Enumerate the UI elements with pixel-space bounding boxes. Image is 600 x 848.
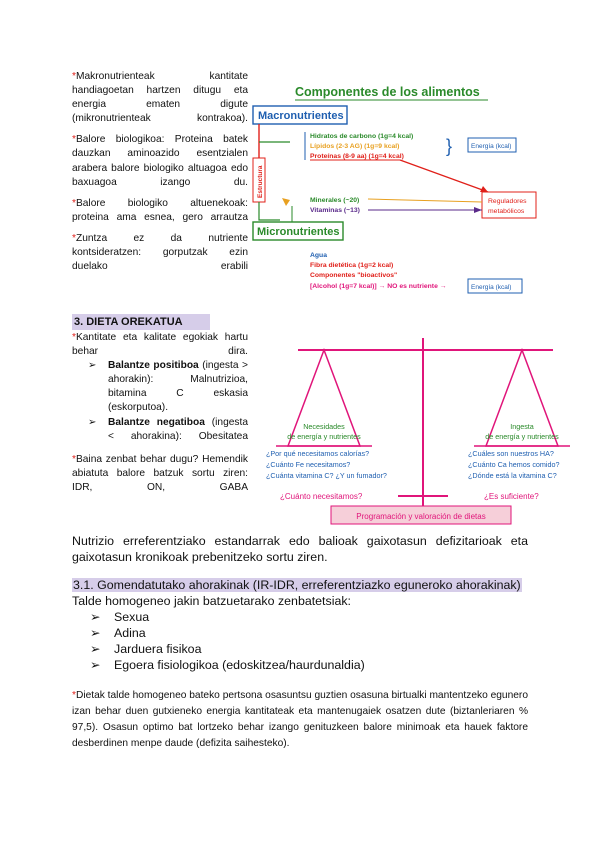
factors-list	[72, 609, 528, 673]
needs-bottom-question: ¿Cuánto necesitamos?	[280, 492, 363, 501]
minerals-text: Minerales (~20)	[310, 197, 360, 204]
regulators-line-1: Reguladores	[488, 198, 527, 205]
footnote: *Dietak talde homogeneo bateko pertsona osasuntsu guztien osasuna birtualki mantentzeko egunero izan behar duen gutxieneko energia kantitateak eta mantenugaiek osatzen dute (biztanleriaren % 97,5). Osasun optimo bat lortzeko behar izango genituzkeen balore minimoak eta hauek faktore desberdinen menpe daude (defizita saihesteko).	[72, 690, 528, 749]
bioactive-text: Componentes "bioactivos"	[310, 272, 398, 279]
section-3-1	[72, 577, 528, 673]
list-item: ➢ Balantze negatiboa (ingesta < ahorakina): Obesitatea	[88, 416, 248, 444]
needs-question-1: ¿Por qué necesitamos calorías?	[266, 449, 370, 458]
balance-list	[72, 359, 248, 444]
lipids-text: Lípidos (2-3 AG) (1g=9 kcal)	[310, 143, 400, 150]
section-3-1-intro: Talde homogeneo jakin batzuetarako zenbatetsiak:	[72, 594, 351, 608]
intake-title-1: Ingesta	[510, 422, 534, 431]
paragraph-fiber: *Zuntza ez da nutriente kontsideratzen: gorputzak ezin duelako erabili	[72, 232, 248, 273]
list-item: ➢ Sexua	[90, 609, 528, 625]
intake-question-2: ¿Cuánto Ca hemos comido?	[468, 460, 560, 469]
vitamins-text: Vitaminas (~13)	[310, 207, 360, 214]
water-text: Agua	[310, 252, 327, 259]
intake-question-3: ¿Dónde está la vitamina C?	[468, 471, 557, 480]
list-item: ➢ Jarduera fisikoa	[90, 641, 528, 657]
section-3-question: *Baina zenbat behar dugu? Hemendik abiatuta balore batzuk sortu ziren: IDR, ON, GABA	[72, 453, 248, 493]
needs-title-2: de energía y nutrientes	[287, 432, 361, 441]
energy-box-label: Energía (kcal)	[471, 143, 512, 150]
paragraph-biological-value: *Balore biologikoa: Proteina batek dauzkan aminoazido esentzialen arabera balore biologiko altuagoa edo baxuagoa izango du.	[72, 134, 248, 188]
brace-icon: }	[446, 136, 453, 156]
needs-question-2: ¿Cuánto Fe necesitamos?	[266, 460, 351, 469]
section-3-intro: *Kantitate eta kalitate egokiak hartu behar dira.	[72, 332, 248, 358]
energy-box-2-label: Energía (kcal)	[471, 284, 512, 291]
nutrition-paragraph: Nutrizio erreferentziako estandarrak edo balioak gaixotasun defizitarioak eta gaixotasun kronikoak prebenitzeko sortu ziren.	[72, 534, 528, 564]
balance-scale-diagram	[258, 338, 584, 530]
alcohol-text: [Alcohol (1g=7 kcal)] → NO es nutriente →	[310, 283, 447, 290]
micronutrients-label: Micronutrientes	[257, 226, 340, 238]
section-3-body	[72, 331, 248, 495]
list-item: ➢ Balantze positiboa (ingesta > ahorakin): Malnutrizioa, bitamina C eskasia (eskorputoa).	[88, 359, 248, 415]
left-column	[72, 70, 248, 281]
list-item: ➢ Adina	[90, 625, 528, 641]
proteins-text: Proteínas (8-9 aa) (1g=4 kcal)	[310, 153, 404, 160]
fiber-text: Fibra dietética (1g=2 kcal)	[310, 262, 394, 269]
macronutrients-label: Macronutrientes	[258, 110, 344, 122]
paragraph-macronutrients: *Makronutrienteak kantitate handiagoetan hartzen ditugu eta energia ematen digute (mikronutrienteak kontrakoa).	[72, 71, 248, 125]
section-3-1-title: 3.1. Gomendatutako ahorakinak (IR-IDR, erreferentziazko eguneroko ahorakinak)	[73, 578, 521, 592]
intake-question-1: ¿Cuáles son nuestros HA?	[468, 449, 554, 458]
needs-question-3: ¿Cuánta vitamina C? ¿Y un fumador?	[266, 471, 387, 480]
diagram-title: Componentes de los alimentos	[295, 85, 480, 99]
carbohydrates-text: Hidratos de carbono (1g=4 kcal)	[310, 133, 414, 140]
list-item: ➢ Egoera fisiologikoa (edoskitzea/haurdunaldia)	[90, 657, 528, 673]
intake-bottom-question: ¿Es suficiente?	[484, 492, 539, 501]
components-diagram	[250, 80, 540, 302]
estructura-label: Estructura	[257, 165, 264, 198]
regulators-line-2: metabólicos	[488, 208, 525, 215]
paragraph-highest-value: *Balore biologiko altuenekoak: proteina ama esnea, gero arrautza	[72, 197, 248, 223]
needs-title-1: Necesidades	[303, 422, 345, 431]
intake-title-2: de energía y nutrientes	[485, 432, 559, 441]
section-3-title: 3. DIETA OREKATUA	[72, 314, 210, 330]
programming-label: Programación y valoración de dietas	[356, 512, 486, 521]
